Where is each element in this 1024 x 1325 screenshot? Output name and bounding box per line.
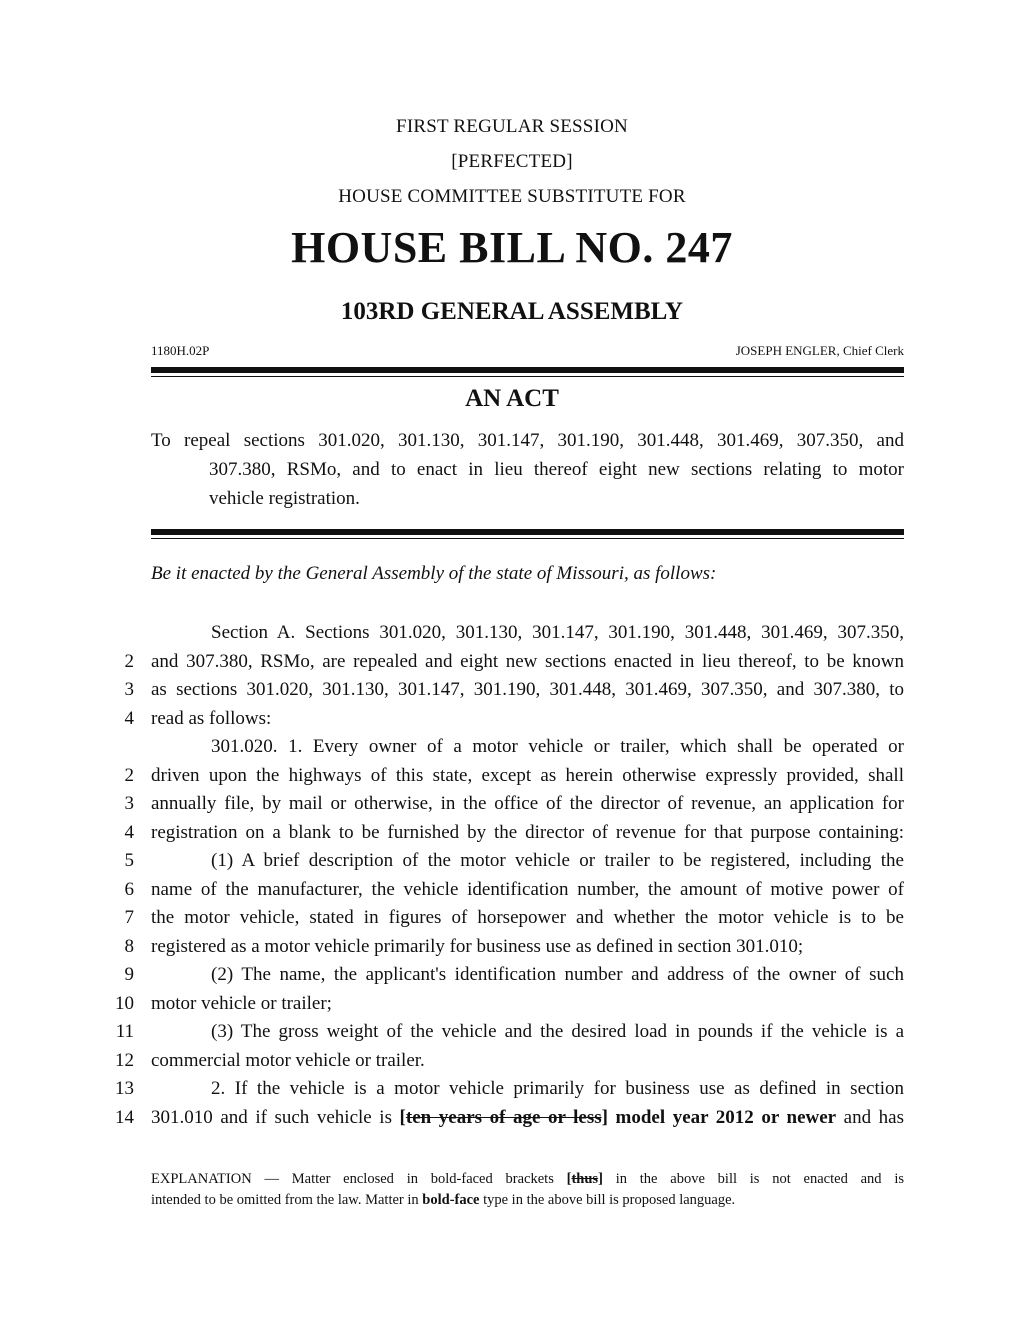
bill-line — [0, 733, 1024, 762]
bill-line — [0, 790, 1024, 819]
line-number: 5 — [124, 850, 134, 871]
line-number: 14 — [115, 1106, 134, 1128]
chief-clerk: JOSEPH ENGLER, Chief Clerk — [735, 343, 904, 358]
explanation-line-1 — [151, 1169, 904, 1190]
line-number: 12 — [115, 1049, 134, 1071]
bill-body — [0, 619, 1024, 1132]
explanation-pre: EXPLANATION — Matter enclosed in bold-faced brackets — [151, 1171, 567, 1187]
bill-code: 1180H.02P — [151, 343, 210, 358]
line-text-pre: 301.010 and if such vehicle is — [151, 1106, 400, 1128]
line-number: 2 — [124, 764, 134, 786]
assembly-label: 103RD GENERAL ASSEMBLY — [340, 298, 684, 325]
perfected-label: [PERFECTED] — [451, 151, 573, 172]
bill-line — [0, 762, 1024, 791]
bill-line — [0, 904, 1024, 933]
bill-line — [0, 1104, 1024, 1133]
bill-line — [0, 1075, 1024, 1104]
line-number: 9 — [124, 964, 134, 985]
line-text: the motor vehicle, stated in figures of horsepower and whether the motor vehicle is to be — [151, 907, 904, 928]
bill-line — [0, 676, 1024, 705]
line-number: 11 — [115, 1021, 134, 1042]
line-number: 7 — [124, 907, 134, 928]
line-text: motor vehicle or trailer; — [151, 992, 332, 1014]
line-text: read as follows: — [151, 707, 272, 729]
line-number: 6 — [124, 878, 134, 900]
bracket-close: ] — [601, 1106, 608, 1128]
purpose-rule-thick — [151, 529, 904, 535]
purpose-rule-thin — [151, 538, 904, 539]
line-text: Section A. Sections 301.020, 301.130, 301.147, 301.190, 301.448, 301.469, 307.350, — [211, 622, 904, 643]
bill-line — [0, 819, 1024, 848]
bill-line — [0, 990, 1024, 1019]
bill-line — [0, 1047, 1024, 1076]
line-text: and 307.380, RSMo, are repealed and eight new sections enacted in lieu thereof, to be known — [151, 650, 904, 672]
line-number: 13 — [115, 1078, 134, 1099]
line-number: 2 — [124, 650, 134, 672]
line-text: annually file, by mail or otherwise, in the office of the director of revenue, an application for — [151, 793, 904, 814]
purpose-line: 307.380, RSMo, and to enact in lieu thereof eight new sections relating to motor — [209, 459, 904, 480]
line-text: (3) The gross weight of the vehicle and the desired load in pounds if the vehicle is a — [211, 1021, 904, 1042]
explanation-pre: intended to be omitted from the law. Matter in — [151, 1192, 423, 1208]
explanation-post: in the above bill is not enacted and is — [602, 1171, 904, 1187]
line-text-post: and has — [836, 1106, 904, 1128]
line-text: name of the manufacturer, the vehicle identification number, the amount of motive power of — [151, 878, 904, 900]
explanation-line-2 — [151, 1190, 904, 1211]
line-number: 10 — [115, 992, 134, 1014]
line-text: 301.020. 1. Every owner of a motor vehicle or trailer, which shall be operated or — [211, 736, 904, 757]
line-number: 8 — [124, 935, 134, 957]
struck-text: ten years of age or less — [405, 1106, 602, 1128]
header-rule-thick — [151, 367, 904, 373]
line-text: (1) A brief description of the motor vehicle or trailer to be registered, including the — [211, 850, 904, 871]
line-text — [151, 1104, 904, 1133]
bold-face-word: bold-face — [422, 1192, 480, 1208]
bill-line — [0, 648, 1024, 677]
line-text: (2) The name, the applicant's identification number and address of the owner of such — [211, 964, 904, 985]
substitute-label: HOUSE COMMITTEE SUBSTITUTE FOR — [338, 186, 686, 207]
bill-line — [0, 847, 1024, 876]
line-number: 4 — [124, 821, 134, 843]
act-heading: AN ACT — [465, 385, 559, 412]
line-number: 4 — [124, 707, 134, 729]
enacting-clause: Be it enacted by the General Assembly of the state of Missouri, as follows: — [151, 563, 717, 584]
bill-line — [0, 619, 1024, 648]
bracket-open: [ — [399, 1106, 406, 1128]
session-label: FIRST REGULAR SESSION — [396, 116, 628, 137]
explanation-note — [151, 1169, 904, 1211]
header-rule-thin — [151, 376, 904, 377]
bill-title: HOUSE BILL NO. 247 — [291, 223, 733, 272]
explanation-post: type in the above bill is proposed language. — [479, 1192, 736, 1208]
bill-line — [0, 876, 1024, 905]
line-text: registered as a motor vehicle primarily for business use as defined in section 301.010; — [151, 935, 804, 957]
bracket-close: ] — [598, 1171, 603, 1187]
bracket-open: [ — [566, 1171, 572, 1187]
line-text: commercial motor vehicle or trailer. — [151, 1049, 425, 1071]
line-number: 3 — [124, 793, 134, 814]
purpose-line: To repeal sections 301.020, 301.130, 301.147, 301.190, 301.448, 301.469, 307.350, and — [151, 430, 904, 451]
struck-text: thus — [571, 1171, 599, 1187]
line-text: as sections 301.020, 301.130, 301.147, 301.190, 301.448, 301.469, 307.350, and 307.380, to — [151, 679, 904, 700]
bill-line — [0, 961, 1024, 990]
line-text: registration on a blank to be furnished by the director of revenue for that purpose containing: — [151, 821, 904, 843]
line-number: 3 — [124, 679, 134, 700]
bill-line — [0, 1018, 1024, 1047]
bill-line — [0, 705, 1024, 734]
line-text: 2. If the vehicle is a motor vehicle primarily for business use as defined in section — [211, 1078, 904, 1099]
purpose-line: vehicle registration. — [209, 488, 360, 509]
act-purpose — [151, 426, 904, 513]
new-language: model year 2012 or newer — [607, 1106, 837, 1128]
bill-line — [0, 933, 1024, 962]
line-text: driven upon the highways of this state, except as herein otherwise expressly provided, shall — [151, 764, 904, 786]
